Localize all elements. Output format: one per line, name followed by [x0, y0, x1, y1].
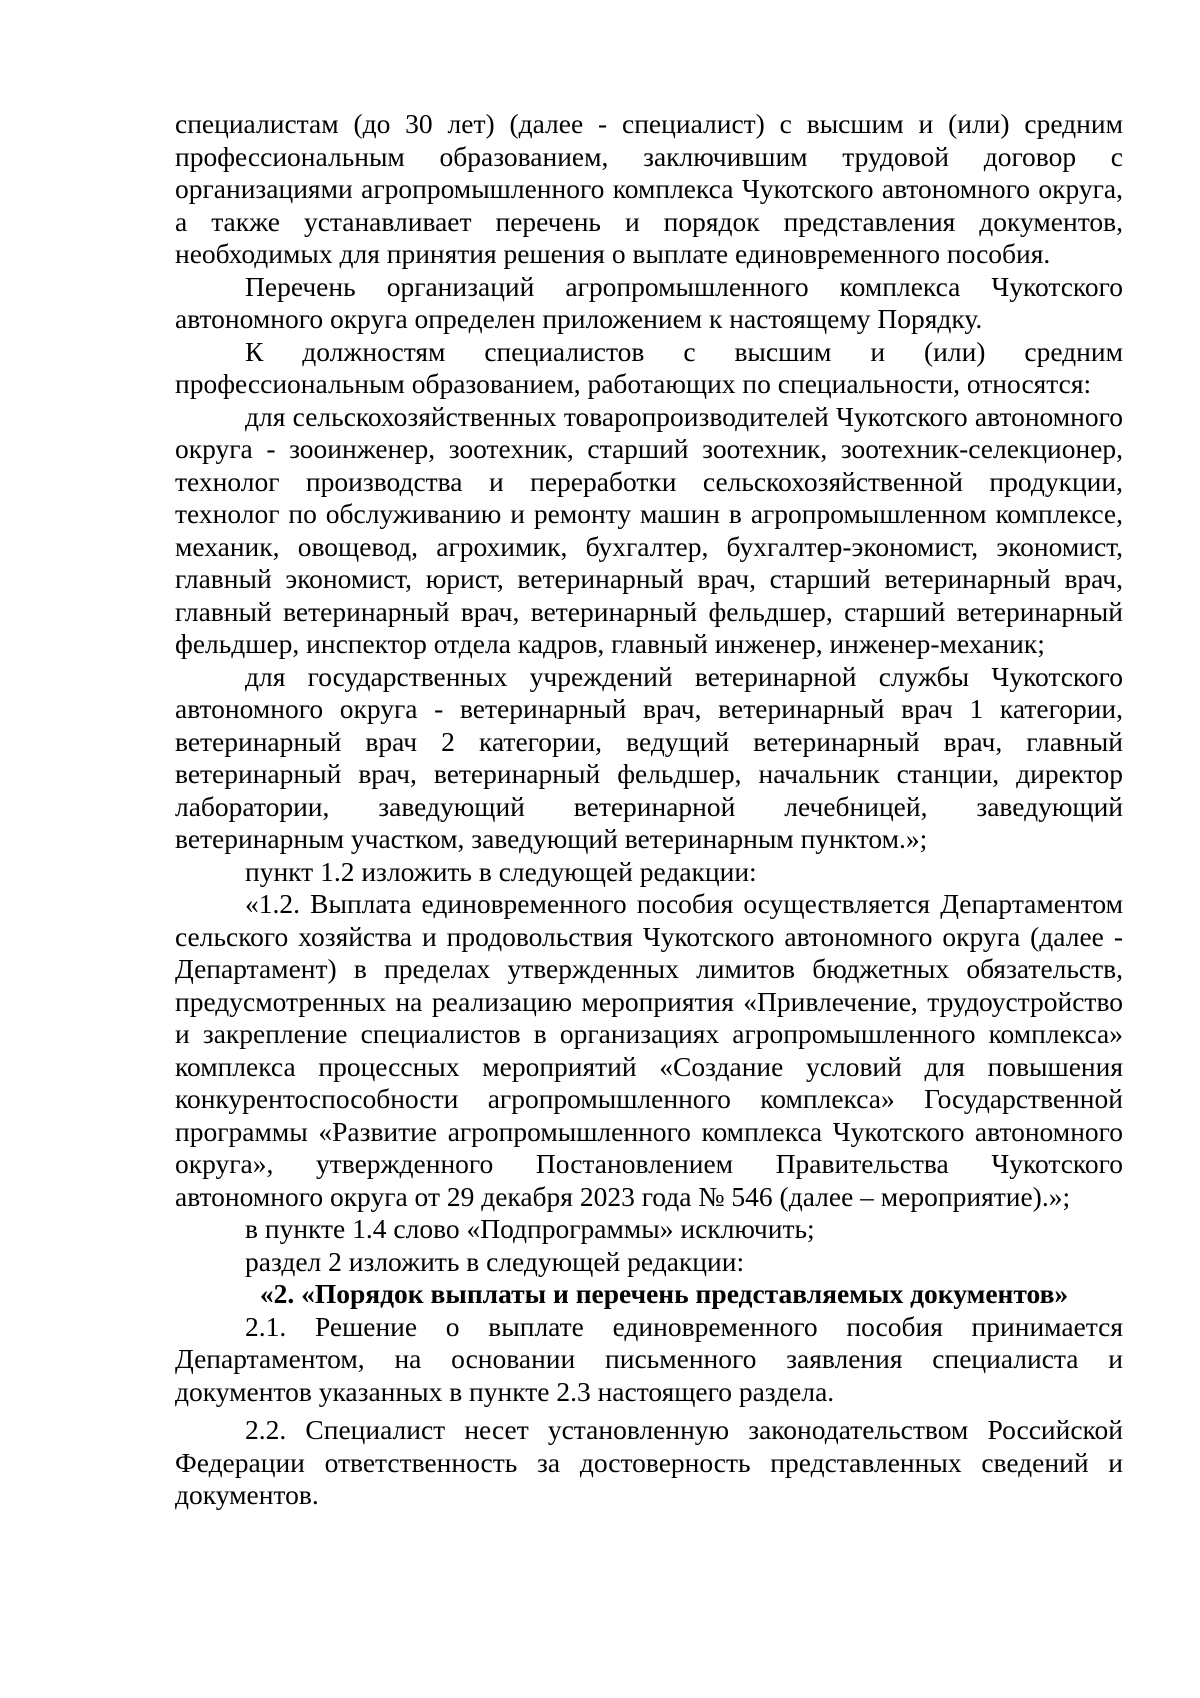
- paragraph-organizations-list: Перечень организаций агропромышленного комплекса Чукотского автономного округа определен приложением к настоящему Порядку.: [175, 270, 1123, 334]
- paragraph-section-2-intro: раздел 2 изложить в следующей редакции:: [245, 1245, 745, 1277]
- paragraph-agricultural-producers: для сельскохозяйственных товаропроизводителей Чукотского автономного округа - зооинженер, зоотехник, старший зоотехник, зоотехник-селекционер, технолог производства и переработки сельскохозяйственной продукции, технолог по обслуживанию и ремонту машин в агропромышленном комплексе, механик, овощевод, агрохимик, бухгалтер, бухгалтер-экономист, экономист, главный экономист, юрист, ветеринарный врач, старший ветеринарный врач, главный ветеринарный врач, ветеринарный фельдшер, старший ветеринарный фельдшер, инспектор отдела кадров, главный инженер, инженер-механик;: [175, 400, 1123, 659]
- paragraph-item-1-4: в пункте 1.4 слово «Подпрограммы» исключить;: [245, 1213, 815, 1244]
- paragraph-positions-intro: К должностям специалистов с высшим и (или) средним профессиональным образованием, работающих по специальности, относятся:: [175, 335, 1123, 399]
- section-heading: «2. «Порядок выплаты и перечень представляемых документов»: [259, 1278, 1069, 1309]
- paragraph-2-2: 2.2. Специалист несет установленную законодательством Российской Федерации ответственность за достоверность представленных сведений и документов.: [175, 1414, 1123, 1510]
- paragraph-veterinary-institutions: для государственных учреждений ветеринарной службы Чукотского автономного округа - ветеринарный врач, ветеринарный врач 1 категории, ветеринарный врач 2 категории, ведущий ветеринарный врач, главный ветеринарный врач, ветеринарный фельдшер, начальник станции, директор лаборатории, заведующий ветеринарной лечебницей, заведующий ветеринарным участком, заведующий ветеринарным пунктом.»;: [175, 660, 1123, 854]
- paragraph-2-1: 2.1. Решение о выплате единовременного пособия принимается Департаментом, на основании письменного заявления специалиста и документов указанных в пункте 2.3 настоящего раздела.: [175, 1310, 1123, 1407]
- paragraph-item-1-2-intro: пункт 1.2 изложить в следующей редакции:: [245, 855, 757, 887]
- document-page: [175, 108, 1123, 1512]
- paragraph-continuation: специалистам (до 30 лет) (далее - специалист) с высшим и (или) средним профессиональным образованием, заключившим трудовой договор с организациями агропромышленного комплекса Чукотского автономного округа, а также устанавливает перечень и порядок представления документов, необходимых для принятия решения о выплате единовременного пособия.: [175, 108, 1123, 269]
- paragraph-item-1-2: «1.2. Выплата единовременного пособия осуществляется Департаментом сельского хозяйства и продовольствия Чукотского автономного округа (далее - Департамент) в пределах утвержденных лимитов бюджетных обязательств, предусмотренных на реализацию мероприятия «Привлечение, трудоустройство и закрепление специалистов в организациях агропромышленного комплекса» комплекса процессных мероприятий «Создание условий для повышения конкурентоспособности агропромышленного комплекса» Государственной программы «Развитие агропромышленного комплекса Чукотского автономного округа», утвержденного Постановлением Правительства Чукотского автономного округа от 29 декабря 2023 года № 546 (далее – мероприятие).»;: [175, 888, 1123, 1212]
